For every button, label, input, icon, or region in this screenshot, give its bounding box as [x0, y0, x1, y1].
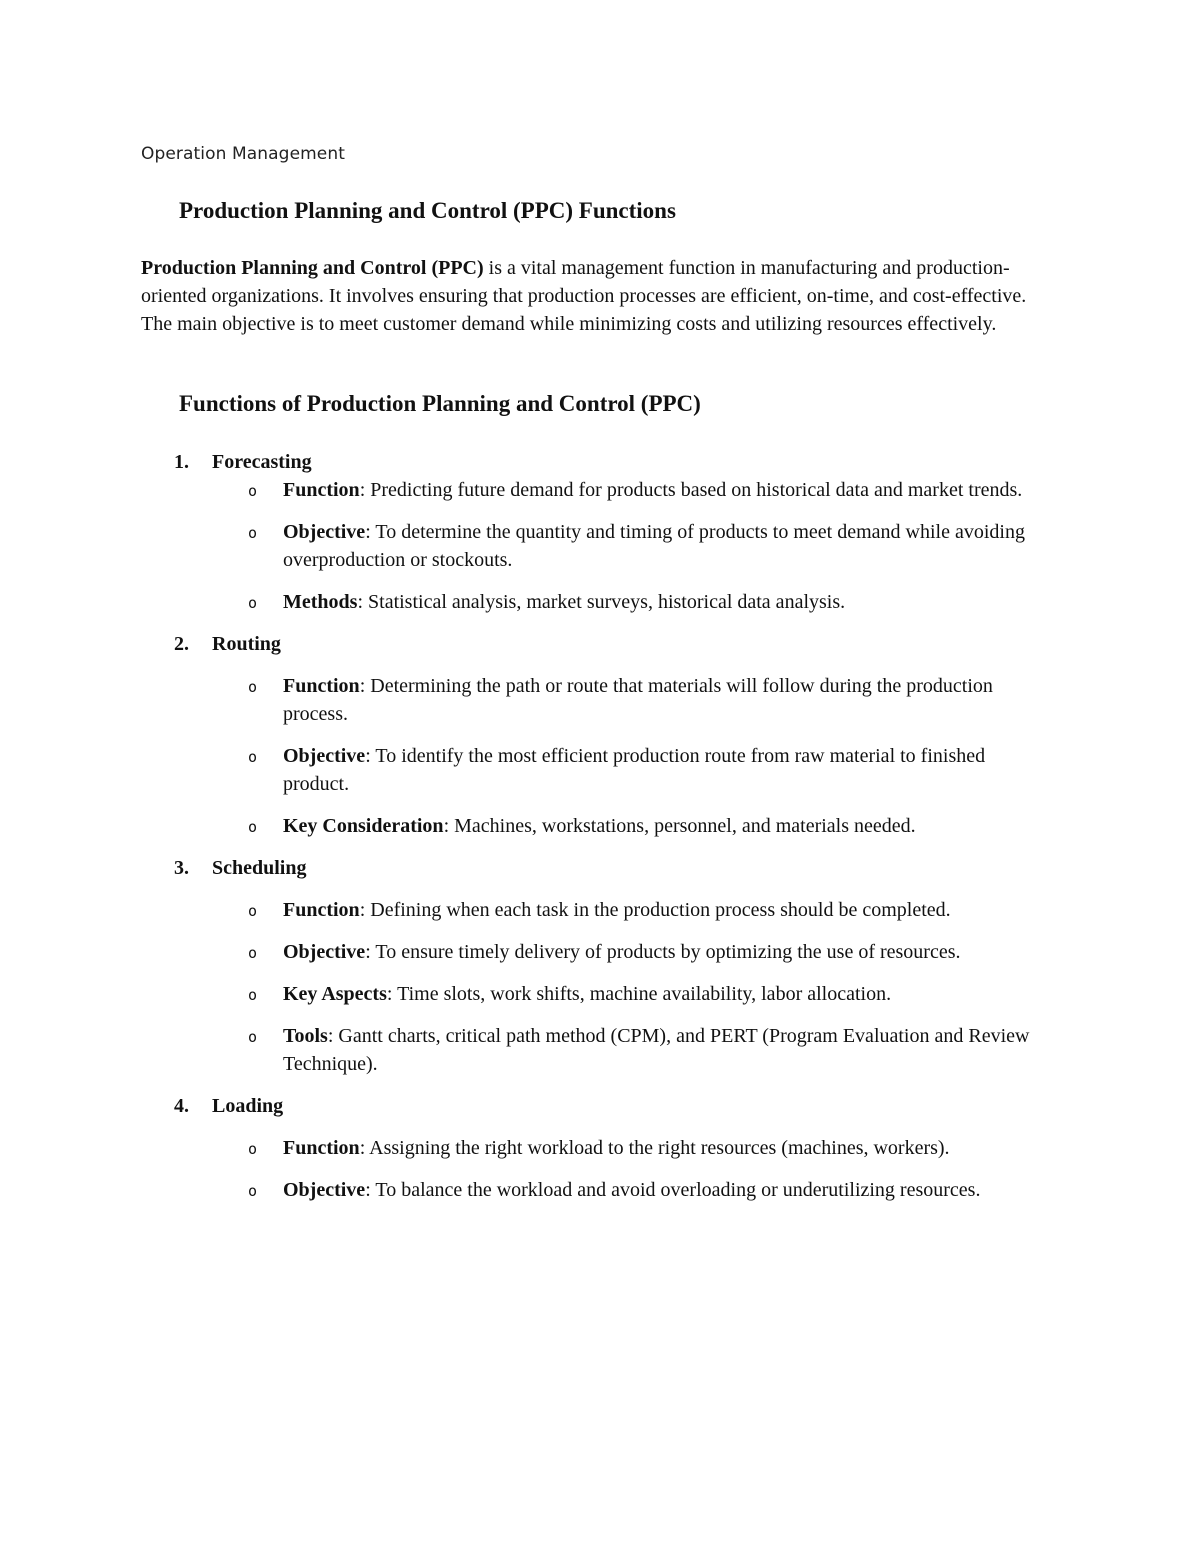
bullet-icon: o: [248, 902, 258, 920]
list-item: [0, 980, 1053, 1008]
bullet-icon: o: [248, 1140, 258, 1158]
item-key: Objective: [283, 941, 366, 963]
item-key: Function: [283, 479, 360, 501]
header-note: Operation Management: [141, 144, 345, 164]
item-key: Objective: [283, 745, 366, 767]
function-section: [0, 448, 1200, 616]
item-key: Function: [283, 675, 360, 697]
list-item: [0, 1176, 1053, 1204]
item-text: : Gantt charts, critical path method (CPM), and PERT (Program Evaluation and Review Technique).: [283, 1025, 1030, 1075]
section-title: Forecasting: [212, 451, 312, 473]
section-heading: [0, 630, 1200, 658]
item-text: : To balance the workload and avoid overloading or underutilizing resources.: [365, 1179, 981, 1201]
list-item: [0, 476, 1053, 504]
bullet-icon: o: [248, 748, 258, 766]
section-title: Routing: [212, 633, 281, 655]
section-number: 1.: [174, 451, 189, 473]
bullet-icon: o: [248, 678, 258, 696]
page-title: Production Planning and Control (PPC) Functions: [179, 198, 676, 223]
item-text: : Time slots, work shifts, machine availability, labor allocation.: [386, 983, 892, 1005]
item-text: : Machines, workstations, personnel, and materials needed.: [443, 815, 916, 837]
item-text: : Predicting future demand for products based on historical data and market trends.: [359, 479, 1023, 501]
list-item: [0, 938, 1053, 966]
function-section: [0, 854, 1200, 1078]
bullet-icon: o: [248, 818, 258, 836]
list-item: [0, 518, 1053, 574]
item-text: : Defining when each task in the production process should be completed.: [359, 899, 951, 921]
list-item: [0, 588, 1053, 616]
item-text: : To determine the quantity and timing of products to meet demand while avoiding overproduction or stockouts.: [283, 521, 1025, 571]
list-item: [0, 672, 1053, 728]
function-section: [0, 630, 1200, 840]
function-section: [0, 1092, 1200, 1204]
item-text: : Determining the path or route that materials will follow during the production process.: [283, 675, 993, 725]
item-text: : To ensure timely delivery of products by optimizing the use of resources.: [365, 941, 961, 963]
item-key: Key Aspects: [283, 983, 387, 1005]
bullet-icon: o: [248, 524, 258, 542]
section-title: Loading: [212, 1095, 284, 1117]
item-key: Objective: [283, 1179, 366, 1201]
section-number: 3.: [174, 857, 189, 879]
bullet-icon: o: [248, 594, 258, 612]
bullet-icon: o: [248, 1028, 258, 1046]
intro-paragraph: [141, 254, 1061, 338]
item-key: Function: [283, 1137, 360, 1159]
section-number: 2.: [174, 633, 189, 655]
bullet-icon: o: [248, 986, 258, 1004]
functions-title: Functions of Production Planning and Control (PPC): [179, 391, 701, 416]
bullet-icon: o: [248, 482, 258, 500]
list-item: [0, 812, 1053, 840]
item-key: Tools: [283, 1025, 328, 1047]
item-key: Objective: [283, 521, 366, 543]
item-text: : Statistical analysis, market surveys, historical data analysis.: [357, 591, 846, 613]
intro-text: is a vital management function in manufacturing and production-oriented organizations. It involves ensuring that production processes are efficient, on-time, and cost-effective. The main objective is to meet customer demand while minimizing costs and utilizing resources effectively.: [141, 257, 1027, 335]
intro-bold-term: Production Planning and Control (PPC): [141, 257, 484, 279]
section-heading: [0, 1092, 1200, 1120]
functions-list: [0, 448, 1200, 1204]
list-item: [0, 1134, 1053, 1162]
list-item: [0, 742, 1053, 798]
item-text: : Assigning the right workload to the right resources (machines, workers).: [359, 1137, 950, 1159]
item-key: Methods: [283, 591, 358, 613]
list-item: [0, 896, 1053, 924]
section-title: Scheduling: [212, 857, 307, 879]
item-text: : To identify the most efficient production route from raw material to finished product.: [283, 745, 986, 795]
section-number: 4.: [174, 1095, 189, 1117]
section-heading: [0, 854, 1200, 882]
item-key: Function: [283, 899, 360, 921]
item-key: Key Consideration: [283, 815, 444, 837]
bullet-icon: o: [248, 1182, 258, 1200]
bullet-icon: o: [248, 944, 258, 962]
section-heading: [0, 448, 1200, 476]
list-item: [0, 1022, 1053, 1078]
